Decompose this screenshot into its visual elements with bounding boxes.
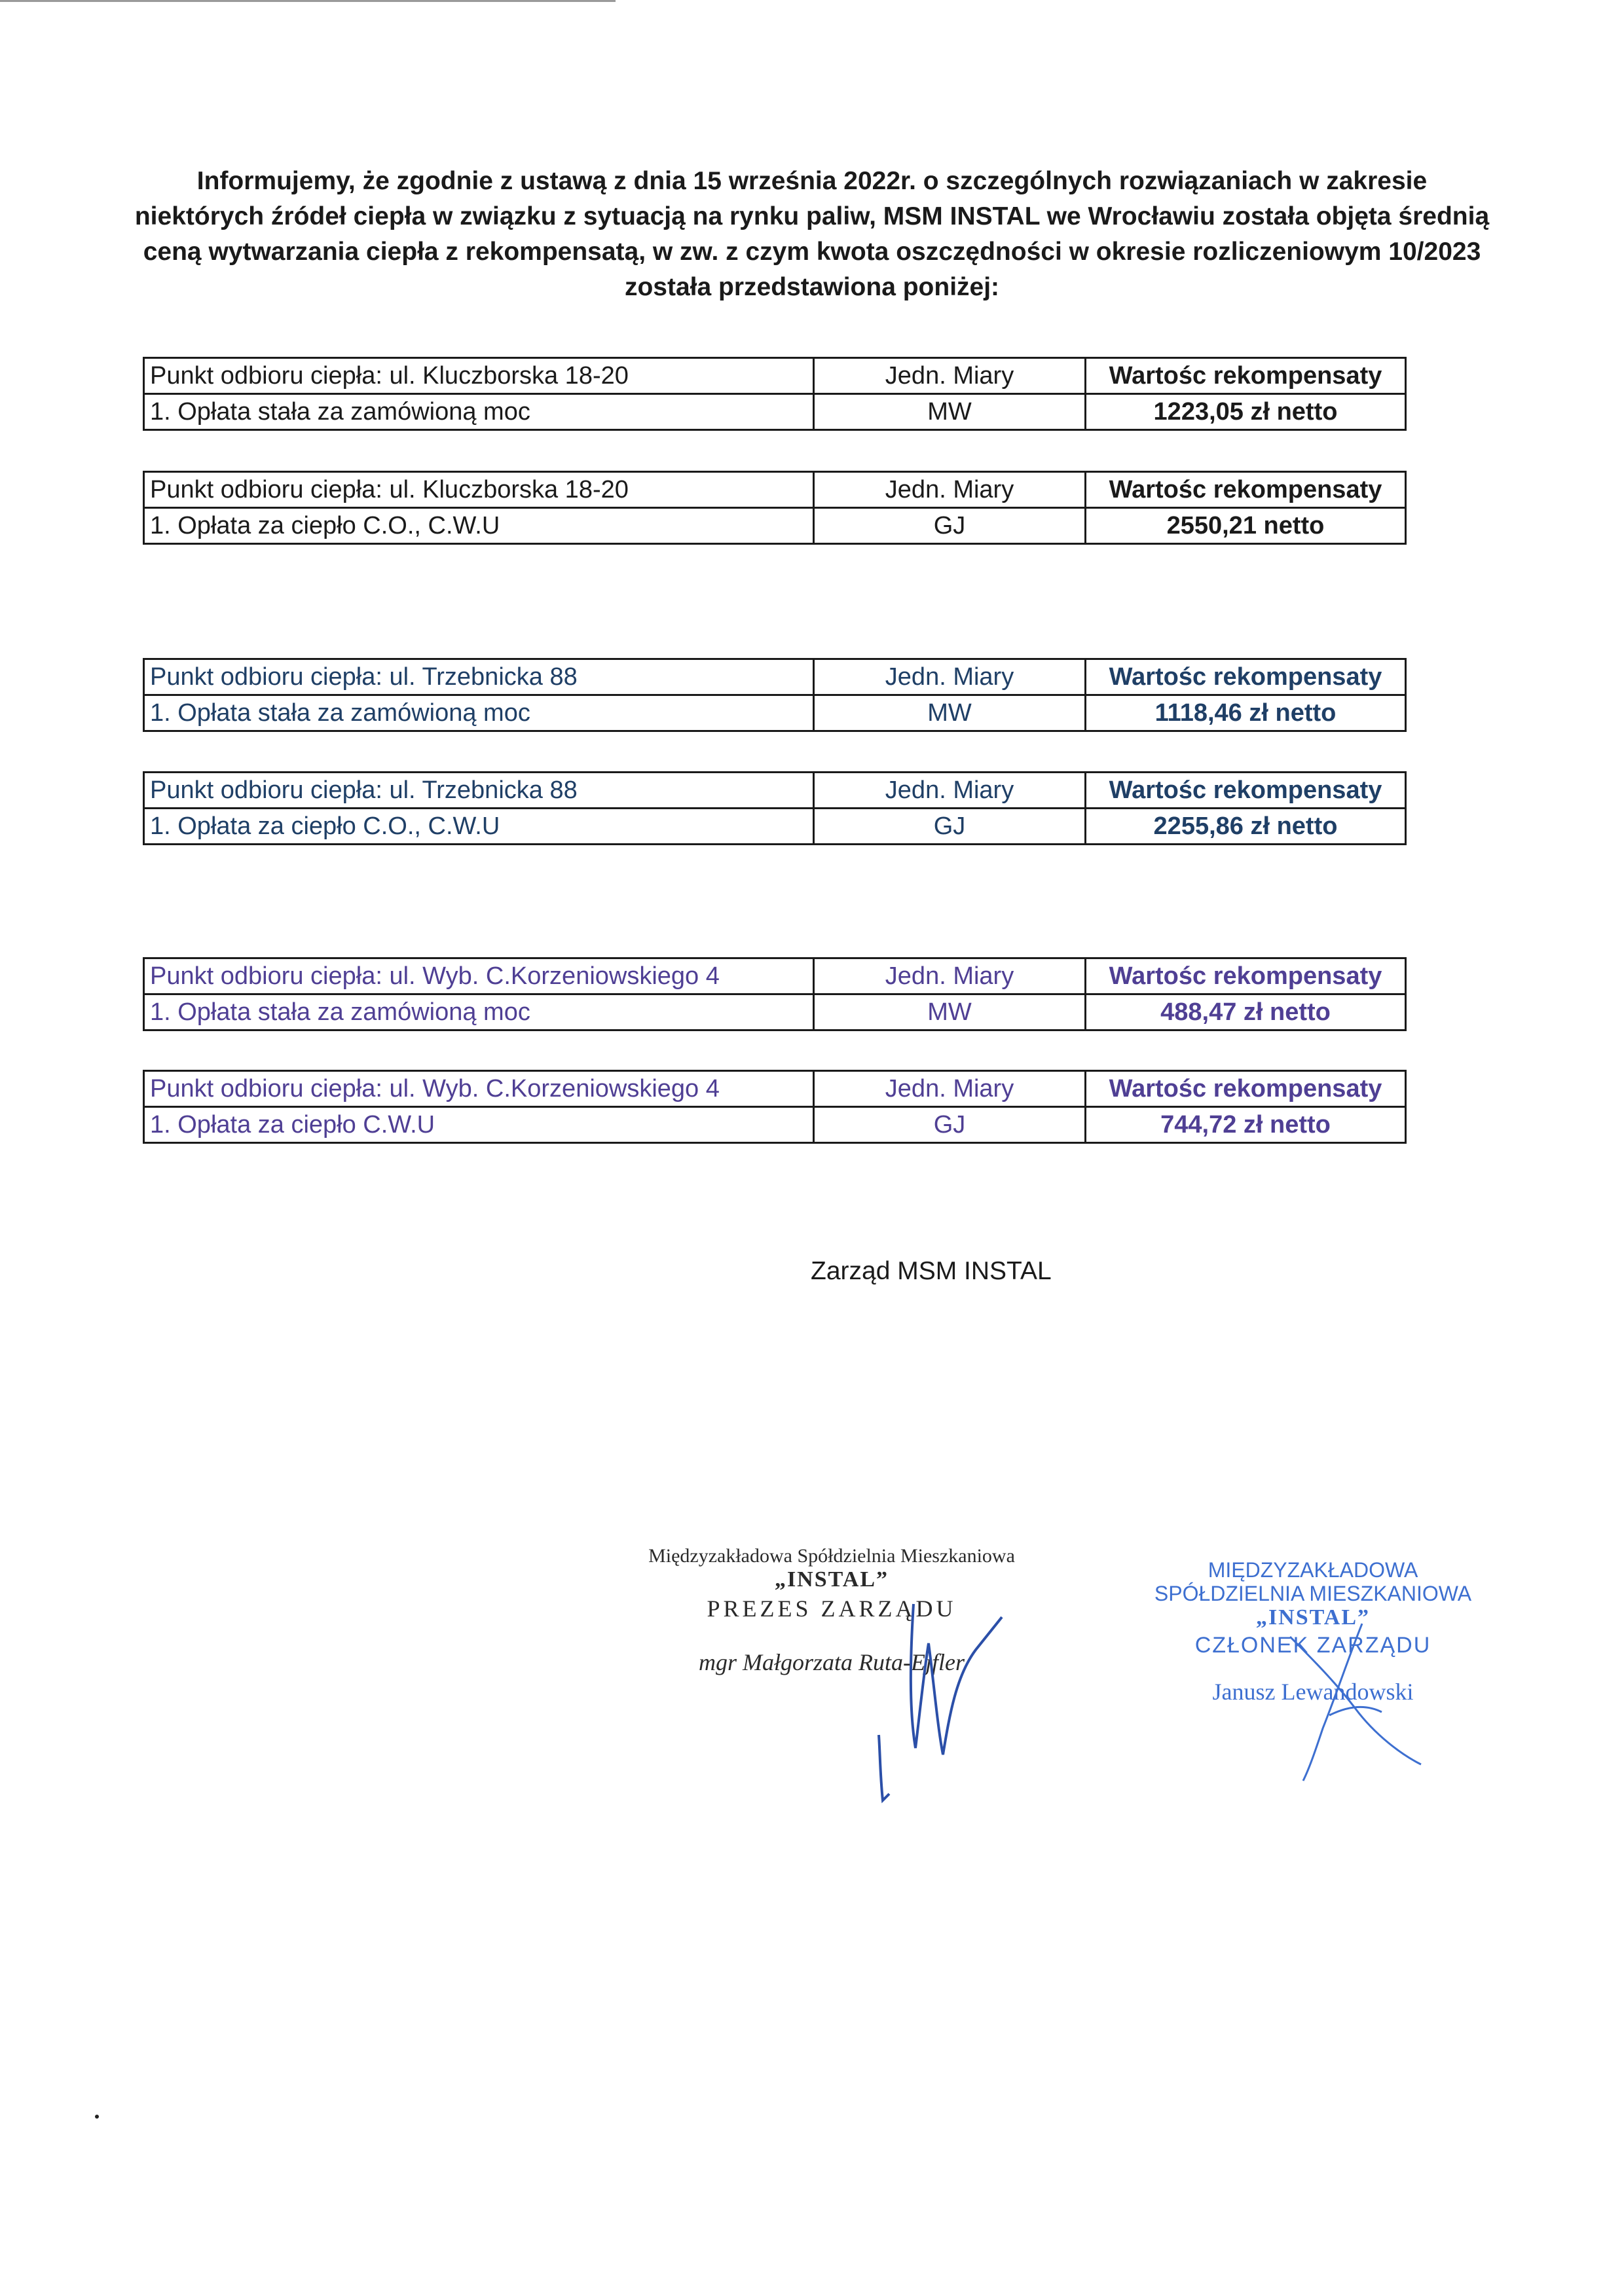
compensation-table-korzeniowskiego-power — [143, 957, 1407, 1031]
unit-cell: GJ — [814, 1107, 1086, 1143]
compensation-table-kluczborska-power — [143, 357, 1407, 431]
value-header-cell: Wartośc rekompensaty — [1086, 958, 1406, 994]
stamp-person-name: mgr Małgorzata Ruta-Ejfler — [699, 1649, 965, 1675]
table-row — [144, 394, 1406, 430]
board-signoff: Zarząd MSM INSTAL — [811, 1257, 1052, 1285]
intro-paragraph: Informujemy, że zgodnie z ustawą z dnia 15 września 2022r. o szczególnych rozwiązaniach w zakresie niektórych źródeł ciepła w związku z sytuacją na rynku paliw, MSM INSTAL we Wrocławiu została objęta średnią ceną wytwarzania ciepła z rekompensatą, w zw. z czym kwota oszczędności w okresie rozliczeniowym 10/2023 została przedstawiona poniżej: — [134, 167, 1490, 301]
value-cell: 1118,46 zł netto — [1086, 695, 1406, 731]
compensation-table-korzeniowskiego-heat — [143, 1070, 1407, 1144]
top-border-line — [0, 0, 616, 2]
value-header-cell: Wartośc rekompensaty — [1086, 773, 1406, 809]
item-cell: 1. Opłata stała za zamówioną moc — [144, 394, 814, 430]
unit-header-cell: Jedn. Miary — [814, 358, 1086, 394]
table-row — [144, 809, 1406, 845]
table-header-row — [144, 1071, 1406, 1107]
item-cell: 1. Opłata stała za zamówioną moc — [144, 994, 814, 1030]
item-cell: 1. Opłata stała za zamówioną moc — [144, 695, 814, 731]
unit-cell: GJ — [814, 809, 1086, 845]
table-row — [144, 508, 1406, 544]
item-cell: 1. Opłata za ciepło C.O., C.W.U — [144, 809, 814, 845]
table-header-row — [144, 358, 1406, 394]
stamp-cooperative-name: „INSTAL” — [774, 1567, 889, 1592]
table-row — [144, 695, 1406, 731]
heat-point-cell: Punkt odbioru ciepła: ul. Kluczborska 18-20 — [144, 472, 814, 508]
stamp-role: CZŁONEK ZARZĄDU — [1194, 1633, 1431, 1658]
heat-point-cell: Punkt odbioru ciepła: ul. Trzebnicka 88 — [144, 659, 814, 695]
heat-point-cell: Punkt odbioru ciepła: ul. Trzebnicka 88 — [144, 773, 814, 809]
value-header-cell: Wartośc rekompensaty — [1086, 659, 1406, 695]
compensation-table-trzebnicka-heat — [143, 771, 1407, 845]
unit-cell: MW — [814, 994, 1086, 1030]
unit-header-cell: Jedn. Miary — [814, 472, 1086, 508]
value-cell: 2255,86 zł netto — [1086, 809, 1406, 845]
table-row — [144, 1107, 1406, 1143]
table-header-row — [144, 773, 1406, 809]
heat-point-cell: Punkt odbioru ciepła: ul. Wyb. C.Korzeniowskiego 4 — [144, 958, 814, 994]
value-cell: 744,72 zł netto — [1086, 1107, 1406, 1143]
unit-cell: GJ — [814, 508, 1086, 544]
value-header-cell: Wartośc rekompensaty — [1086, 1071, 1406, 1107]
stamp-person-name: Janusz Lewandowski — [1212, 1679, 1414, 1705]
unit-cell: MW — [814, 695, 1086, 731]
unit-header-cell: Jedn. Miary — [814, 659, 1086, 695]
heat-point-cell: Punkt odbioru ciepła: ul. Wyb. C.Korzeniowskiego 4 — [144, 1071, 814, 1107]
item-cell: 1. Opłata za ciepło C.O., C.W.U — [144, 508, 814, 544]
table-row — [144, 994, 1406, 1030]
heat-point-cell: Punkt odbioru ciepła: ul. Kluczborska 18-20 — [144, 358, 814, 394]
president-signature — [851, 1578, 1022, 1813]
stamp-role: PREZES ZARZĄDU — [707, 1595, 957, 1622]
value-header-cell: Wartośc rekompensaty — [1086, 472, 1406, 508]
stamp-organization: MIĘDZYZAKŁADOWA SPÓŁDZIELNIA MIESZKANIOWA — [1154, 1558, 1472, 1605]
value-cell: 2550,21 netto — [1086, 508, 1406, 544]
table-header-row — [144, 958, 1406, 994]
unit-header-cell: Jedn. Miary — [814, 958, 1086, 994]
stamp-cooperative-name: „INSTAL” — [1255, 1605, 1371, 1630]
compensation-table-trzebnicka-power — [143, 658, 1407, 732]
stamp-organization: Międzyzakładowa Spółdzielnia Mieszkaniowa — [648, 1545, 1015, 1567]
unit-header-cell: Jedn. Miary — [814, 773, 1086, 809]
value-cell: 488,47 zł netto — [1086, 994, 1406, 1030]
unit-cell: MW — [814, 394, 1086, 430]
table-header-row — [144, 472, 1406, 508]
board-member-signature — [1270, 1597, 1441, 1794]
scan-speck — [95, 2115, 99, 2119]
item-cell: 1. Opłata za ciepło C.W.U — [144, 1107, 814, 1143]
table-header-row — [144, 659, 1406, 695]
compensation-table-kluczborska-heat — [143, 471, 1407, 545]
value-cell: 1223,05 zł netto — [1086, 394, 1406, 430]
unit-header-cell: Jedn. Miary — [814, 1071, 1086, 1107]
value-header-cell: Wartośc rekompensaty — [1086, 358, 1406, 394]
